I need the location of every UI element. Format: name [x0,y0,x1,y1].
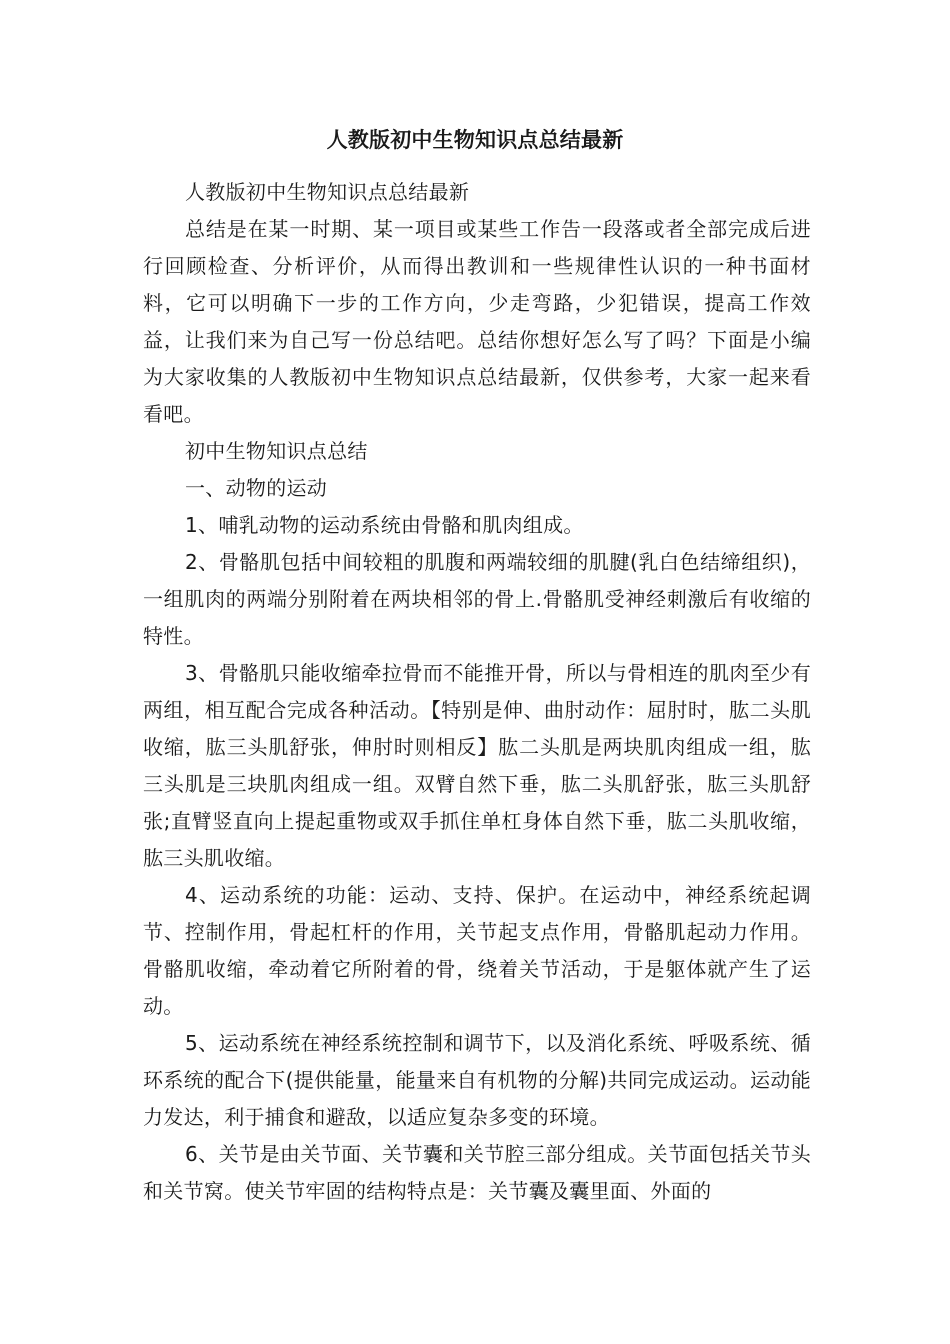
paragraph-point-5: 5、运动系统在神经系统控制和调节下，以及消化系统、呼吸系统、循环系统的配合下(提供能量，能量来自有机物的分解)共同完成运动。运动能力发达，利于捕食和避敌，以适应复杂多变的环境。 [143,1031,811,1129]
paragraph-subtitle: 人教版初中生物知识点总结最新 [185,180,470,204]
paragraph-point-3: 3、骨骼肌只能收缩牵拉骨而不能推开骨，所以与骨相连的肌肉至少有两组，相互配合完成各种活动。【特别是伸、曲肘动作：屈肘时，肱二头肌收缩，肱三头肌舒张，伸肘时则相反】肱二头肌是两块肌肉组成一组，肱三头肌是三块肌肉组成一组。双臂自然下垂，肱二头肌舒张，肱三头肌舒张;直臂竖直向上提起重物或双手抓住单杠身体自然下垂，肱二头肌收缩，肱三头肌收缩。 [143,661,811,870]
document-title: 人教版初中生物知识点总结最新 [326,128,624,153]
paragraph-point-1: 1、哺乳动物的运动系统由骨骼和肌肉组成。 [185,513,584,537]
paragraph-chapter-heading: 一、动物的运动 [185,476,328,500]
paragraph-intro: 总结是在某一时期、某一项目或某些工作告一段落或者全部完成后进行回顾检查、分析评价，从而得出教训和一些规律性认识的一种书面材料，它可以明确下一步的工作方向，少走弯路，少犯错误，提高工作效益，让我们来为自己写一份总结吧。总结你想好怎么写了吗？下面是小编为大家收集的人教版初中生物知识点总结最新，仅供参考，大家一起来看看吧。 [143,217,811,426]
paragraph-point-4: 4、运动系统的功能：运动、支持、保护。在运动中，神经系统起调节、控制作用，骨起杠杆的作用，关节起支点作用，骨骼肌起动力作用。骨骼肌收缩，牵动着它所附着的骨，绕着关节活动，于是躯体就产生了运动。 [143,883,811,1018]
paragraph-point-6: 6、关节是由关节面、关节囊和关节腔三部分组成。关节面包括关节头和关节窝。使关节牢固的结构特点是：关节囊及囊里面、外面的 [143,1142,811,1203]
paragraph-section-heading: 初中生物知识点总结 [185,439,368,463]
paragraph-point-2: 2、骨骼肌包括中间较粗的肌腹和两端较细的肌腱(乳白色结缔组织)，一组肌肉的两端分别附着在两块相邻的骨上.骨骼肌受神经刺激后有收缩的特性。 [143,550,811,648]
document-body [143,174,811,1210]
